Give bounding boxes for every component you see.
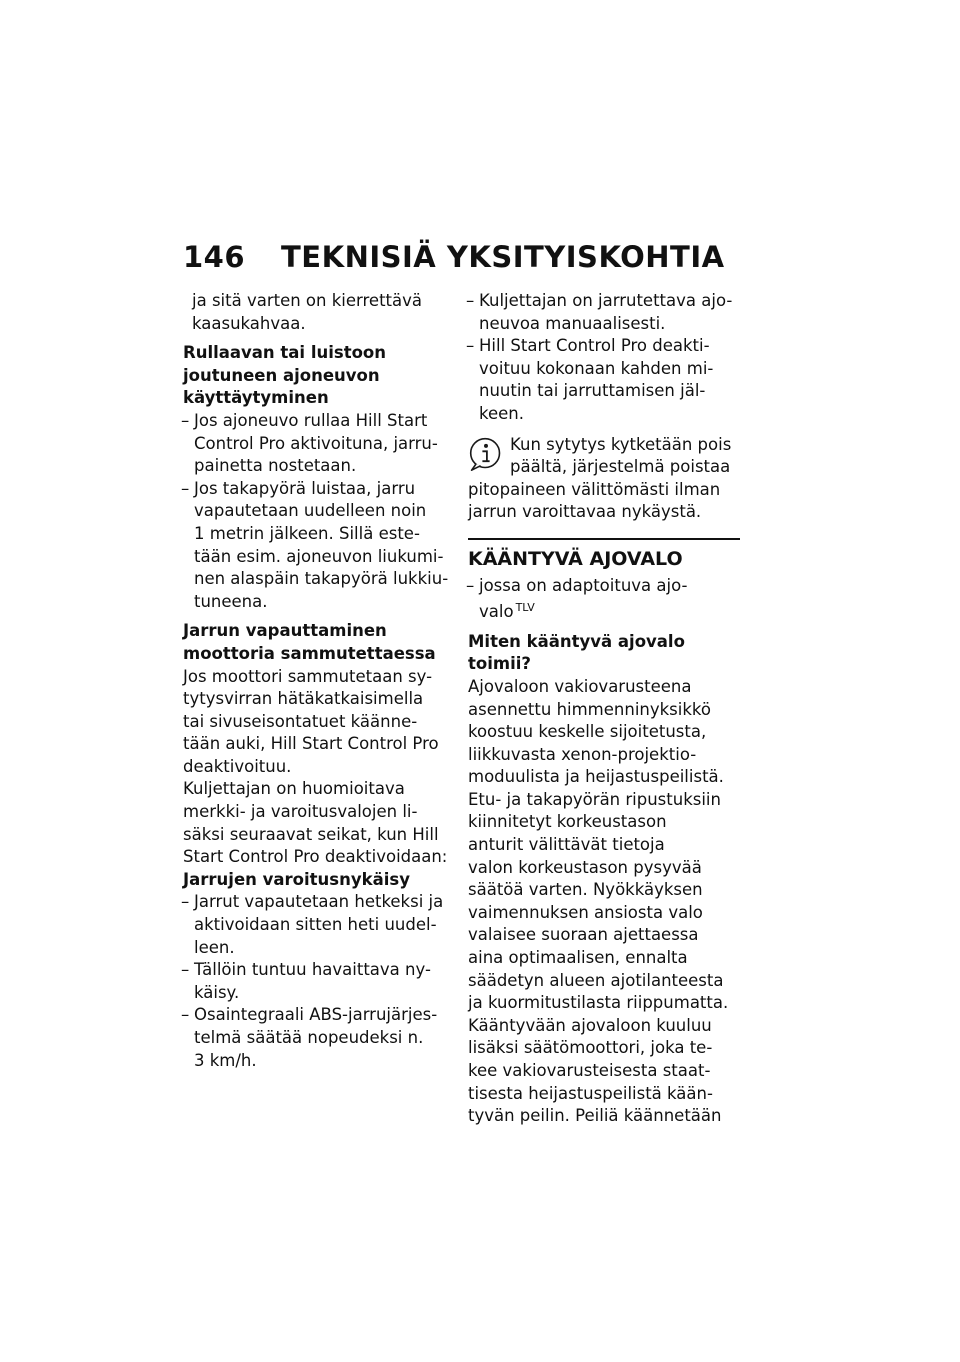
section-divider [468, 538, 740, 540]
text-line: kaasukahvaa. [192, 313, 306, 333]
how-paragraph: Ajovaloon vakiovarusteena asennettu himmenninyksikkö koostuu keskelle sijoitetusta, liikkuvasta xenon-projektio- moduulista ja heijastuspeilistä. Etu- ja takapyörän ripustuksiin kiinnitetyt korkeustason anturit välittävät tietoja valon korkeustason pysyvää säätöä varten. Nyökkäyksen vaimennuksen ansiosta valo valaisee suoraan ajettaessa aina optimaalisen, ennalta säädetyn alueen ajotilanteesta ja kuormitustilasta riippumatta. [468, 676, 729, 1013]
page-header [183, 240, 725, 274]
list-item: – Tällöin tuntuu havaittava ny- käisy. [183, 959, 458, 1004]
how-heading: Miten kääntyvä ajovalo toimii? [468, 631, 685, 674]
list-item: – Jos takapyörä luistaa, jarru vapautetaan uudelleen noin 1 metrin jälkeen. Sillä este- tään esim. ajoneuvon liukumi- nen alaspäin takapyörä lukkiu- tuneena. [183, 478, 458, 614]
driver-paragraph: Kuljettajan on huomioitava merkki- ja varoitusvalojen li- säksi seuraavat seikat, kun Hill Start Control Pro deaktivoidaan: [183, 779, 448, 867]
equipment-code: TLV [515, 601, 535, 615]
section-title: KÄÄNTYVÄ AJOVALO [468, 547, 683, 570]
left-column [183, 290, 458, 1072]
text-line: ja sitä varten on kierrettävä [192, 291, 423, 310]
list-item: – Hill Start Control Pro deakti- voituu kokonaan kahden mi- nuutin tai jarruttamisen jäl- keen. [468, 335, 740, 425]
list-item: – Jos ajoneuvo rullaa Hill Start Control Pro aktivoituna, jarru- painetta nostetaan. [183, 410, 458, 478]
intro-paragraph [183, 290, 458, 335]
right-column [468, 290, 740, 1128]
page-title: TEKNISIÄ YKSITYISKOHTIA [281, 240, 725, 274]
list-item: – Jarrut vapautetaan hetkeksi ja aktivoidaan sitten heti uudel- leen. [183, 891, 458, 959]
list-item: – Kuljettajan on jarrutettava ajo- neuvoa manuaalisesti. [468, 290, 740, 335]
rolling-heading: Rullaavan tai luistoon joutuneen ajoneuvon käyttäytyminen [183, 343, 387, 408]
release-heading: Jarrun vapauttaminen moottoria sammutettaessa [183, 621, 436, 663]
list-item: – Osaintegraali ABS-jarrujärjes- telmä säätää nopeudeksi n. 3 km/h. [183, 1004, 458, 1072]
release-paragraph: Jos moottori sammutetaan sy- tytysvirran hätäkatkaisimella tai sivuseisontatuet käänne- tään auki, Hill Start Control Pro deaktivoituu. [183, 666, 439, 776]
info-note: Kun sytytys kytketään pois päältä, järjestelmä poistaa pitopaineen välittömästi ilman jarrun varoittavaa nykäystä. [468, 434, 732, 522]
equipment-note: – jossa on adaptoituva ajo- valo $^{TLV}$ [468, 575, 740, 624]
warning-heading: Jarrujen varoitusnykäisy [183, 869, 410, 889]
info-icon [468, 436, 504, 472]
cornering-paragraph: Kääntyvään ajovaloon kuuluu lisäksi säätömoottori, joka te- kee vakiovarusteisesta staat- tisesta heijastuspeilistä kään- tyvän peilin. Peiliä käännetään [468, 1015, 722, 1126]
page-number: 146 [183, 240, 246, 274]
